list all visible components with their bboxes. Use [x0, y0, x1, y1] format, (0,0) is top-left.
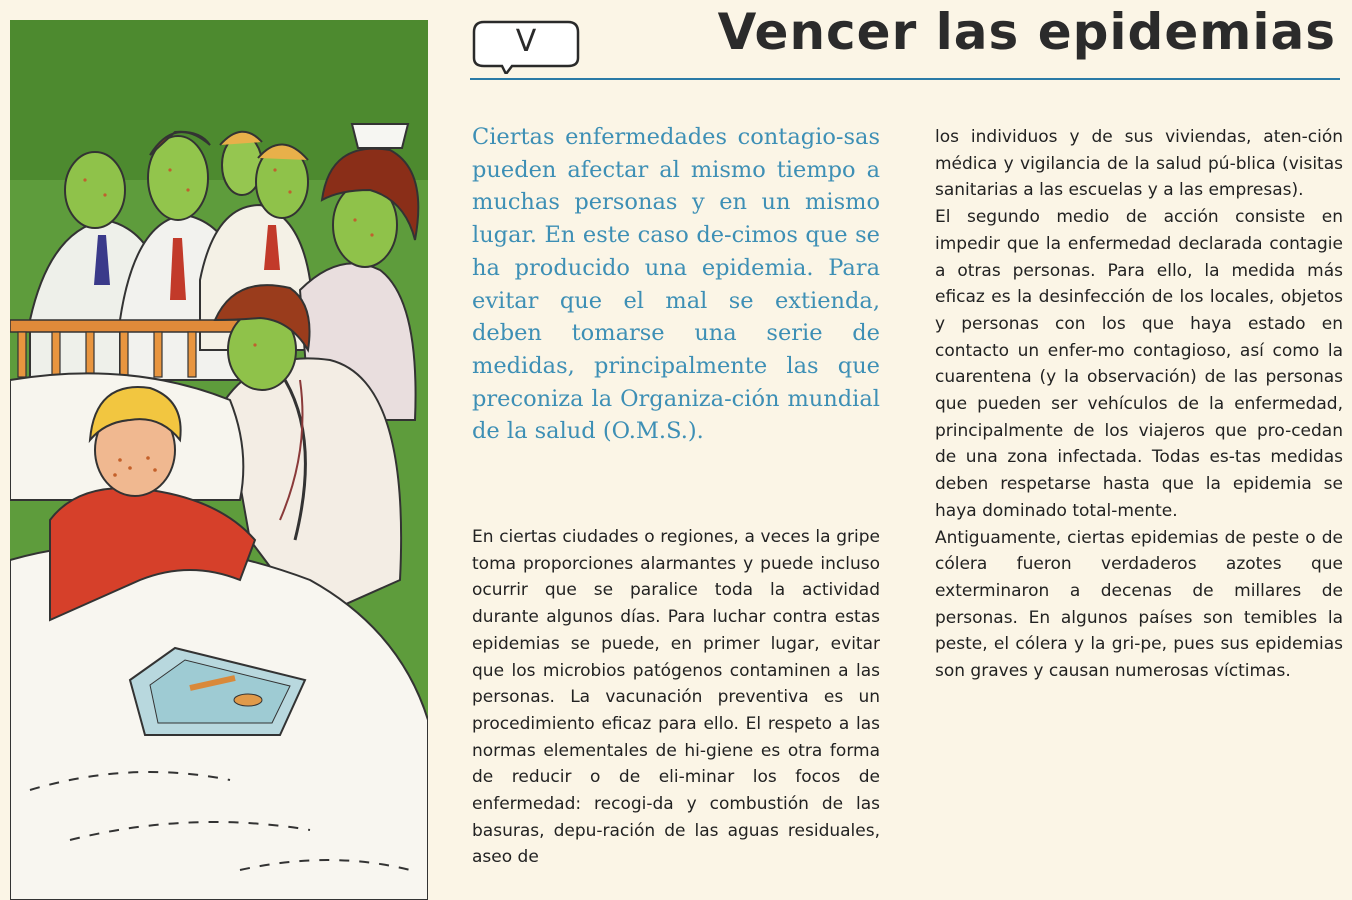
page-title: Vencer las epidemias — [717, 3, 1336, 61]
title-rule — [470, 78, 1340, 80]
chapter-label: V — [515, 24, 537, 59]
intro-paragraph: Ciertas enfermedades contagio-sas pueden afectar al mismo tiempo a muchas personas y en un mismo lugar. En este caso de-cimos que se ha producido una epidemia. Para evitar que el mal se extienda, deben tomarse una serie de medidas, principalmente las que preconiza la Organiza-ción mundial de la salud (O.M.S.). — [472, 124, 880, 445]
column-2-paragraph-2: El segundo medio de acción consiste en impedir que la enfermedad declarada contagie a otras personas. Para ello, la medida más eficaz es la desinfección de los locales, objetos y personas con los que haya estado en contacto un enfer-mo contagioso, así como la cuarentena (y la observación) de las personas que pueden ser vehículos de la enfermedad, principalmente de los viajeros que pro-cedan de una zona infectada. Todas es-tas medidas deben respetarse hasta que la epidemia se haya dominado total-mente. — [935, 207, 1343, 521]
epidemic-illustration — [10, 20, 428, 900]
column-2-paragraph-1: los individuos y de sus viviendas, aten-ción médica y vigilancia de la salud pú-blica (visitas sanitarias a las escuelas y a las empresas). — [935, 127, 1343, 201]
chapter-tag — [472, 20, 580, 74]
body-column-2 — [935, 124, 1343, 685]
body-column-1 — [472, 524, 880, 871]
column-2-paragraph-3: Antiguamente, ciertas epidemias de peste o de cólera fueron verdaderos azotes que exterminaron a decenas de millares de personas. En algunos países son temibles la peste, el cólera y la gri-pe, pues sus epidemias son graves y causan numerosas víctimas. — [935, 527, 1343, 682]
column-1-paragraph-1: En ciertas ciudades o regiones, a veces la gripe toma proporciones alarmantes y puede incluso ocurrir que se paralice toda la actividad durante algunos días. Para luchar contra estas epidemias se puede, en primer lugar, evitar que los microbios patógenos contaminen a las personas. La vacunación preventiva es un procedimiento eficaz para ello. El respeto a las normas elementales de hi-giene es otra forma de reducir o de eli-minar los focos de enfermedad: recogi-da y combustión de las basuras, depu-ración de las aguas residuales, aseo de — [472, 527, 880, 868]
